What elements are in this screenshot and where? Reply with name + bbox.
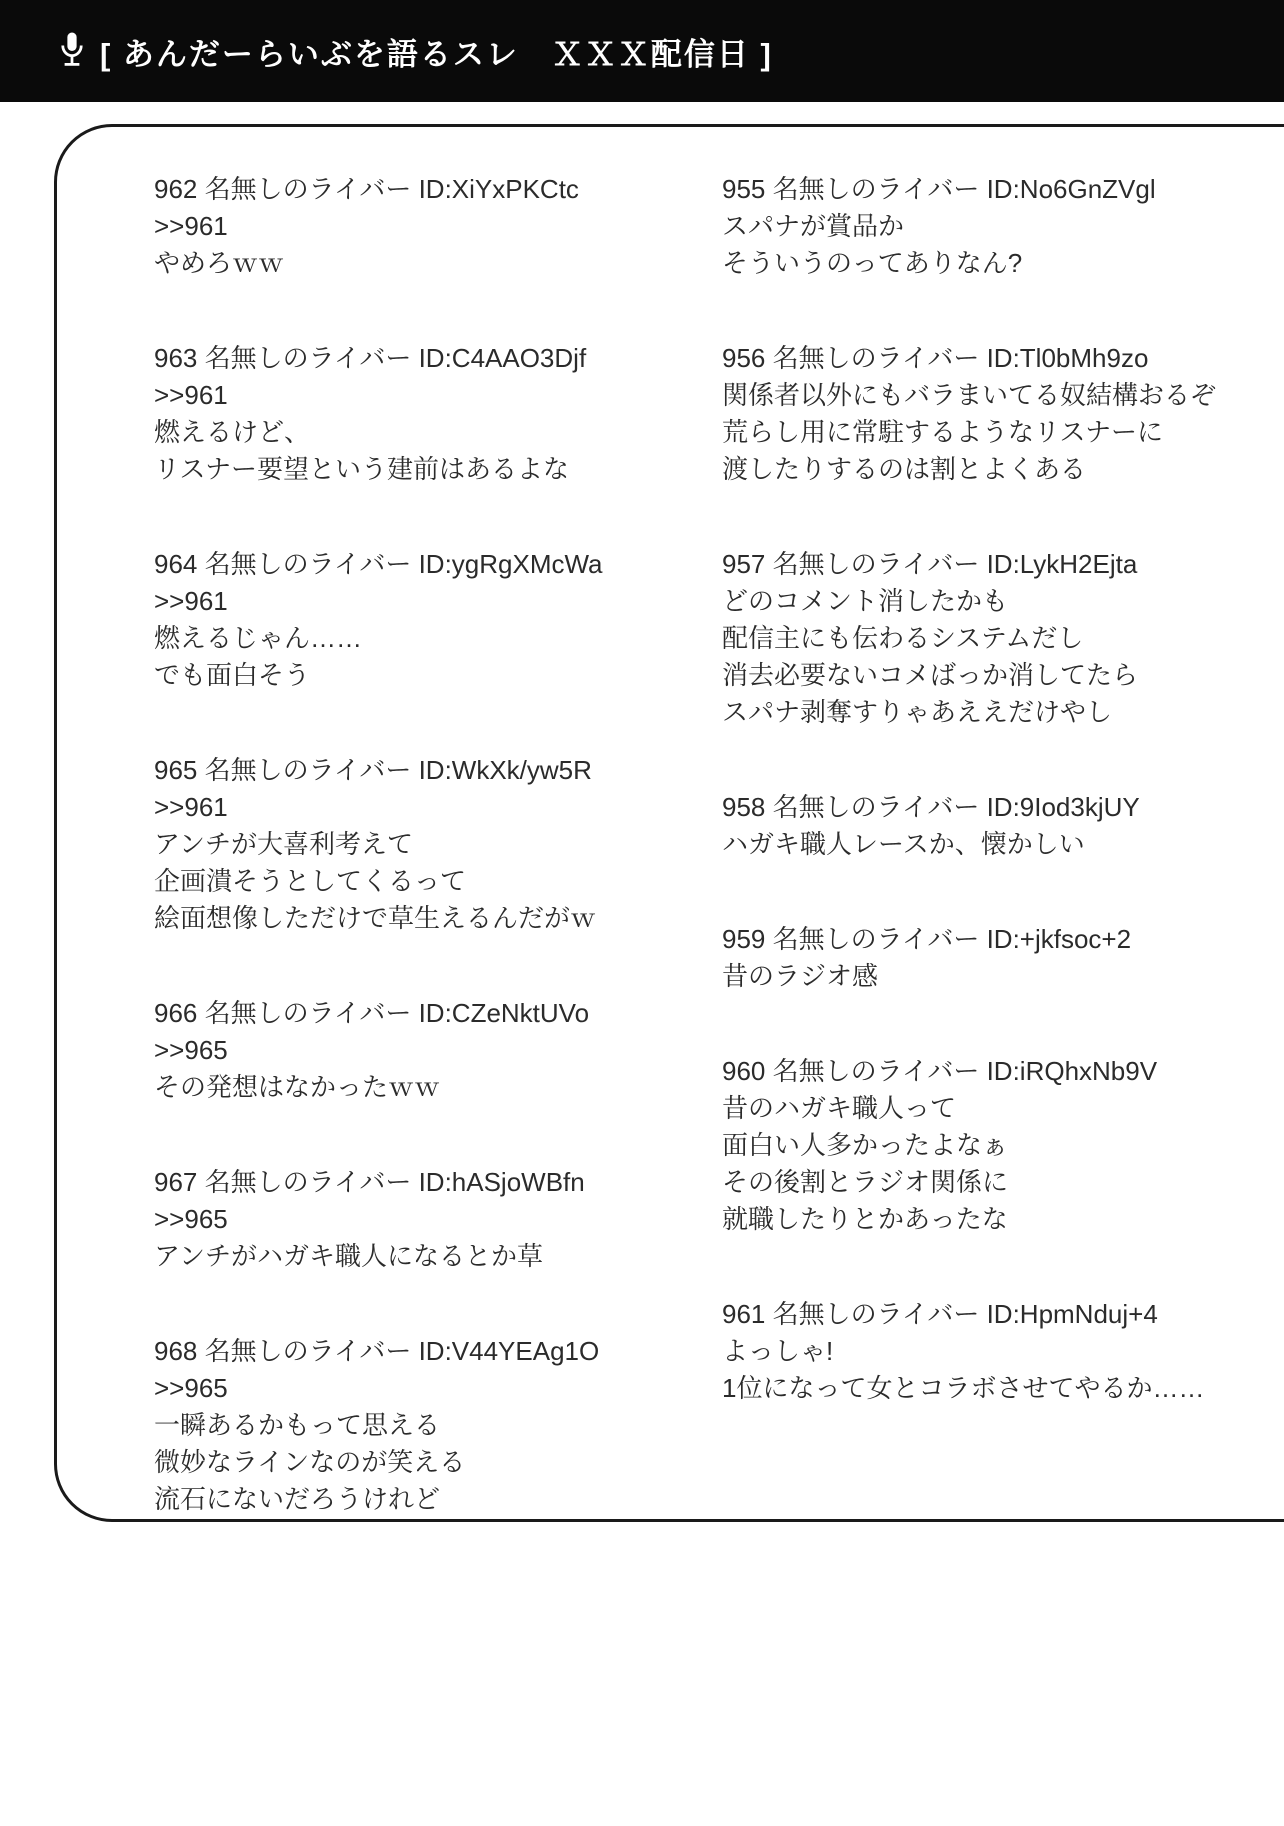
post-line: 燃えるけど、 [154, 417, 311, 447]
post-line: やめろｗｗ [154, 248, 285, 278]
post-body [722, 1333, 1242, 1407]
post-body [722, 377, 1242, 488]
post-line: >>965 [154, 1035, 228, 1065]
post-author: 名無しのライバー [204, 174, 412, 204]
post-line: そういうのってありなん? [722, 248, 1023, 278]
post [154, 340, 654, 488]
post-line: 配信主にも伝わるシステムだし [722, 623, 1084, 653]
post [154, 1164, 654, 1275]
post-line: ハガキ職人レースか、懐かしい [722, 829, 1085, 859]
post-line: >>961 [154, 586, 228, 616]
post [722, 1296, 1242, 1407]
thread-column-left [154, 171, 654, 1518]
post-line: スパナ剥奪すりゃあええだけやし [722, 697, 1113, 727]
post-line: >>961 [154, 211, 228, 241]
post-number: 955 [722, 174, 766, 204]
post-line: アンチが大喜利考えて [154, 829, 413, 859]
post-id: ID:HpmNduj+4 [986, 1299, 1158, 1329]
post-body [154, 1032, 654, 1106]
post-line: アンチがハガキ職人になるとか草 [154, 1241, 543, 1271]
post-author: 名無しのライバー [772, 174, 980, 204]
post-number: 962 [154, 174, 198, 204]
post-id: ID:CZeNktUVo [418, 998, 590, 1028]
post-header [154, 546, 654, 583]
post-header [154, 1164, 654, 1201]
post-header [154, 752, 654, 789]
post-line: >>961 [154, 792, 228, 822]
post-line: 荒らし用に常駐するようなリスナーに [722, 417, 1163, 447]
post-line: その発想はなかったｗｗ [154, 1072, 441, 1102]
post-number: 965 [154, 755, 198, 785]
post-body [722, 208, 1242, 282]
post-body [154, 1201, 654, 1275]
thread-column-right [722, 171, 1242, 1407]
post-header [722, 340, 1242, 377]
post-header [722, 1053, 1242, 1090]
post-line: でも面白そう [154, 660, 311, 690]
post-body [154, 377, 654, 488]
post-number: 959 [722, 924, 766, 954]
post-header [154, 995, 654, 1032]
post-line: 燃えるじゃん…… [154, 623, 363, 653]
post-line: 企画潰そうとしてくるって [154, 866, 467, 896]
post-id: ID:No6GnZVgl [986, 174, 1156, 204]
post-line: どのコメント消したかも [722, 586, 1009, 616]
post [722, 340, 1242, 488]
post-author: 名無しのライバー [204, 549, 412, 579]
post-author: 名無しのライバー [772, 343, 980, 373]
post-line: >>961 [154, 380, 228, 410]
post-number: 957 [722, 549, 766, 579]
post-header [722, 1296, 1242, 1333]
post-id: ID:ygRgXMcWa [418, 549, 603, 579]
post-line: 面白い人多かったよなぁ [722, 1130, 1009, 1160]
post [154, 1333, 654, 1518]
post-id: ID:WkXk/yw5R [418, 755, 592, 785]
post-number: 956 [722, 343, 766, 373]
post-number: 960 [722, 1056, 766, 1086]
post-author: 名無しのライバー [204, 343, 412, 373]
post-id: ID:V44YEAg1O [418, 1336, 600, 1366]
post [722, 171, 1242, 282]
post-id: ID:iRQhxNb9V [986, 1056, 1158, 1086]
post-line: 流石にないだろうけれど [154, 1484, 441, 1514]
post-header [154, 1333, 654, 1370]
post-body [722, 1090, 1242, 1238]
post-body [722, 583, 1242, 731]
post-header [722, 546, 1242, 583]
post [722, 789, 1242, 863]
post-header [722, 171, 1242, 208]
post-line: 消去必要ないコメばっか消してたら [722, 660, 1139, 690]
post-author: 名無しのライバー [772, 924, 980, 954]
post-author: 名無しのライバー [204, 1336, 412, 1366]
post-id: ID:C4AAO3Djf [418, 343, 587, 373]
post-header [722, 789, 1242, 826]
post-header [722, 921, 1242, 958]
post-body [154, 208, 654, 282]
post-body [154, 789, 654, 937]
post-id: ID:LykH2Ejta [986, 549, 1138, 579]
post-line: リスナー要望という建前はあるよな [154, 454, 569, 484]
post-line: >>965 [154, 1204, 228, 1234]
post-number: 968 [154, 1336, 198, 1366]
post [722, 546, 1242, 731]
post-header [154, 171, 654, 208]
post-line: 関係者以外にもバラまいてる奴結構おるぞ [722, 380, 1217, 410]
post-line: 1位になって女とコラボさせてやるか…… [722, 1373, 1205, 1403]
post-author: 名無しのライバー [772, 549, 980, 579]
post-body [154, 1370, 654, 1518]
post-id: ID:9Iod3kjUY [986, 792, 1140, 822]
post-line: >>965 [154, 1373, 228, 1403]
post-line: 絵面想像しただけで草生えるんだがｗ [154, 903, 597, 933]
post-id: ID:+jkfsoc+2 [986, 924, 1132, 954]
post-body [154, 583, 654, 694]
post-number: 966 [154, 998, 198, 1028]
post-number: 963 [154, 343, 198, 373]
thread-title: [ あんだーらいぶを語るスレ ＸＸＸ配信日 ] [100, 36, 773, 72]
post-number: 961 [722, 1299, 766, 1329]
post [154, 752, 654, 937]
thread-header-bar [0, 0, 1284, 102]
post-author: 名無しのライバー [772, 1299, 980, 1329]
post-line: 昔のハガキ職人って [722, 1093, 957, 1123]
post-number: 964 [154, 549, 198, 579]
post-line: 微妙なラインなのが笑える [154, 1447, 466, 1477]
post-line: 就職したりとかあったな [722, 1204, 1008, 1234]
post-line: 一瞬あるかもって思える [154, 1410, 441, 1440]
post-number: 958 [722, 792, 766, 822]
microphone-icon [60, 31, 84, 71]
post-author: 名無しのライバー [772, 792, 980, 822]
post-author: 名無しのライバー [204, 755, 412, 785]
post-id: ID:hASjoWBfn [418, 1167, 585, 1197]
post [722, 921, 1242, 995]
post-line: スパナが賞品か [722, 211, 905, 241]
post [154, 995, 654, 1106]
post [154, 546, 654, 694]
post-line: よっしゃ! [722, 1336, 834, 1366]
post-author: 名無しのライバー [204, 1167, 412, 1197]
post-body [722, 826, 1242, 863]
post-line: 昔のラジオ感 [722, 961, 879, 991]
post-body [722, 958, 1242, 995]
post-author: 名無しのライバー [204, 998, 412, 1028]
post [154, 171, 654, 282]
post [722, 1053, 1242, 1238]
post-id: ID:XiYxPKCtc [418, 174, 579, 204]
post-author: 名無しのライバー [772, 1056, 980, 1086]
post-line: 渡したりするのは割とよくある [722, 454, 1087, 484]
post-header [154, 340, 654, 377]
post-line: その後割とラジオ関係に [722, 1167, 1009, 1197]
post-id: ID:Tl0bMh9zo [986, 343, 1149, 373]
post-number: 967 [154, 1167, 198, 1197]
